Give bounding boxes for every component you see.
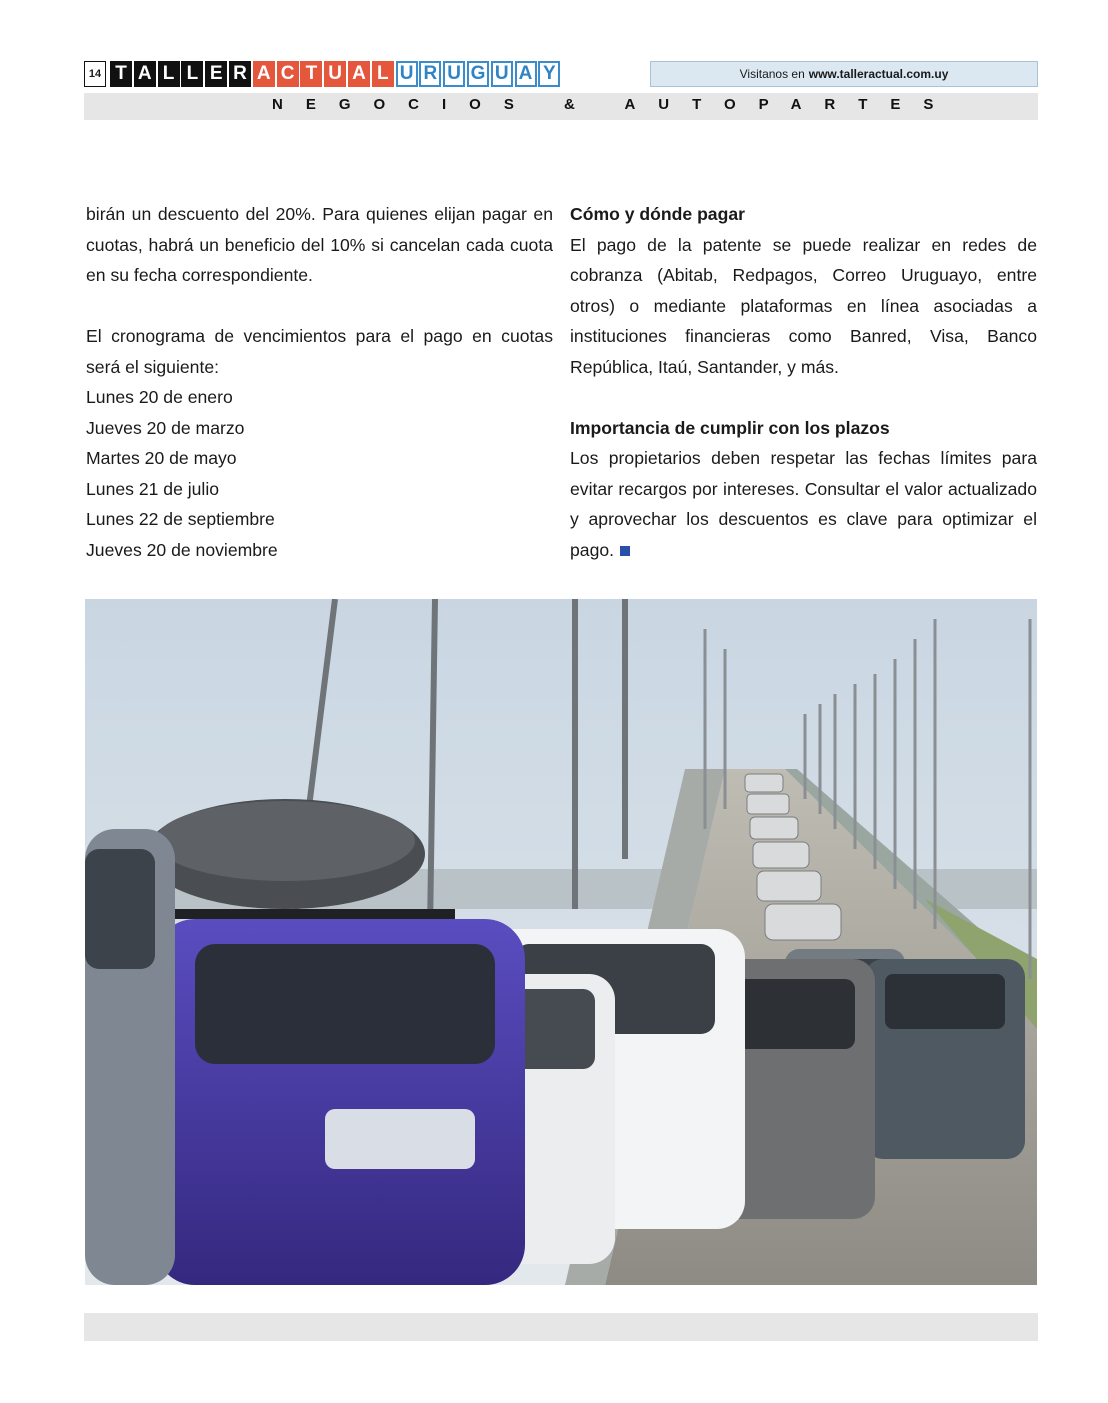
- website-link[interactable]: www.talleractual.com.uy: [808, 67, 949, 81]
- schedule-item: Jueves 20 de noviembre: [86, 539, 278, 560]
- paragraph-payment: El pago de la patente se puede realizar en redes de cobranza (Abitab, Redpagos, Correo Uruguayo, entre otros) o mediante plataformas en línea asociadas a instituciones financieras como Banred, Visa, Banco República, Itaú, Santander, y más.: [570, 234, 1037, 377]
- section-heading-payment: Cómo y dónde pagar: [570, 204, 745, 224]
- paragraph-deadlines: [570, 443, 1037, 565]
- right-column: [570, 199, 1037, 565]
- brand-letter: C: [277, 61, 299, 87]
- brand-letter: R: [419, 61, 441, 87]
- tagline-bar: [84, 93, 1038, 120]
- website-banner: [650, 61, 1038, 87]
- brand-letter: L: [181, 61, 203, 87]
- brand-letter: L: [158, 61, 180, 87]
- schedule-list: [86, 382, 553, 565]
- section-heading-deadlines: Importancia de cumplir con los plazos: [570, 417, 890, 438]
- brand-letter: A: [515, 61, 537, 87]
- paragraph-schedule-intro: El cronograma de vencimientos para el pago en cuotas será el siguiente:: [86, 326, 553, 377]
- brand-logo: [110, 61, 562, 87]
- deadlines-text: Los propietarios deben respetar las fechas límites para evitar recargos por intereses. Consultar el valor actualizado y aprovechar los descuentos es clave para optimizar el pago.: [570, 448, 1037, 560]
- schedule-item: Lunes 22 de septiembre: [86, 509, 275, 529]
- brand-letter: U: [491, 61, 513, 87]
- schedule-item: Lunes 21 de julio: [86, 478, 220, 499]
- brand-letter: A: [134, 61, 156, 87]
- brand-letter: G: [467, 61, 489, 87]
- brand-letter: T: [110, 61, 132, 87]
- brand-letter: A: [348, 61, 370, 87]
- schedule-item: Martes 20 de mayo: [86, 448, 237, 468]
- left-column: [86, 199, 553, 565]
- schedule-item: Lunes 20 de enero: [86, 387, 233, 407]
- brand-letter: U: [443, 61, 465, 87]
- masthead: [84, 61, 1038, 87]
- brand-letter: L: [372, 61, 394, 87]
- page-number: 14: [84, 61, 106, 87]
- end-of-article-icon: [620, 546, 630, 556]
- footer-bar: [84, 1313, 1038, 1341]
- schedule-item: Jueves 20 de marzo: [86, 417, 245, 438]
- visit-prefix: Visitanos en: [739, 67, 805, 81]
- brand-letter: E: [205, 61, 227, 87]
- brand-letter: Y: [538, 61, 560, 87]
- bridge-traffic-illustration: [85, 599, 1037, 1285]
- brand-letter: T: [300, 61, 322, 87]
- brand-letter: U: [396, 61, 418, 87]
- brand-letter: U: [324, 61, 346, 87]
- article-photo: [85, 599, 1037, 1285]
- brand-letter: R: [229, 61, 251, 87]
- tagline: NEGOCIOS & AUTOPARTES: [272, 96, 957, 113]
- brand-letter: A: [253, 61, 275, 87]
- paragraph-discount: birán un descuento del 20%. Para quienes elijan pagar en cuotas, habrá un beneficio del 10% si cancelan cada cuota en su fecha correspondiente.: [86, 204, 553, 285]
